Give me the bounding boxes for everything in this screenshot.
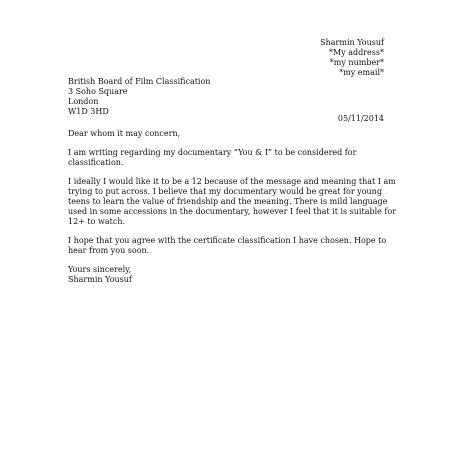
recipient-postcode: W1D 3HD xyxy=(68,107,109,116)
recipient-city: London xyxy=(68,97,99,106)
paragraph-reasoning xyxy=(68,177,397,227)
paragraph-closing xyxy=(68,236,386,256)
salutation-text: Dear whom it may concern, xyxy=(68,129,181,138)
paragraph-line: teens to learn the value of friendship and the meaning. There is mild language xyxy=(68,197,388,206)
recipient-organisation: British Board of Film Classification xyxy=(68,77,211,86)
sender-number: *my number* xyxy=(329,58,384,67)
sender-email: *my email* xyxy=(339,68,384,77)
paragraph-line: trying to put across. I believe that my documentary would be great for young xyxy=(68,187,382,196)
sign-off-block xyxy=(68,265,386,285)
sender-address-block xyxy=(320,38,384,78)
signature-name: Sharmin Yousuf xyxy=(68,275,132,284)
sender-address: *My address* xyxy=(328,48,384,57)
sender-name: Sharmin Yousuf xyxy=(320,38,384,47)
salutation xyxy=(68,129,386,139)
paragraph-line: I ideally I would like it to be a 12 because of the message and meaning that I am xyxy=(68,177,396,186)
paragraph-line: I am writing regarding my documentary “You & I” to be considered for xyxy=(68,148,357,157)
recipient-address-block xyxy=(68,77,210,117)
letter-date: 05/11/2014 xyxy=(337,114,384,123)
paragraph-line: used in some accessions in the documentary, however I feel that it is suitable for xyxy=(68,207,397,216)
paragraph-line: 12+ to watch. xyxy=(68,217,126,226)
paragraph-line: classification. xyxy=(68,158,124,167)
paragraph-intro xyxy=(68,148,386,168)
recipient-street: 3 Soho Square xyxy=(68,87,128,96)
sign-off: Yours sincerely, xyxy=(68,265,132,274)
paragraph-line: I hope that you agree with the certificate classification I have chosen. Hope to xyxy=(68,236,387,245)
paragraph-line: hear from you soon. xyxy=(68,246,150,255)
letter-body xyxy=(68,129,397,294)
